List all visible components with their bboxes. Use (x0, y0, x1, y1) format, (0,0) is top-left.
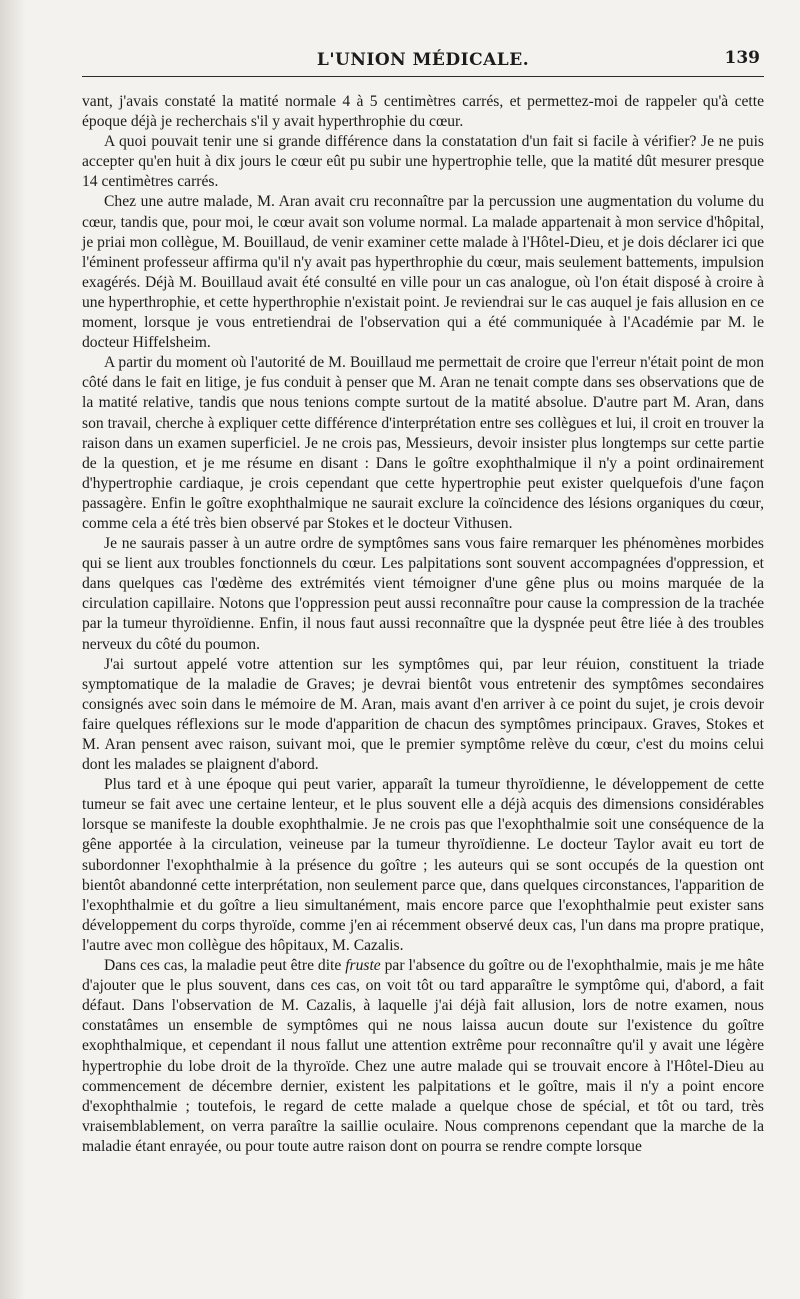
paragraph-2: A quoi pouvait tenir une si grande différence dans la constatation d'un fait si facile à vérifier? Je ne puis accepter qu'en huit à dix jours le cœur eût pu subir une hypertrophie telle, que la matité dût mesurer presque 14 centimètres carrés. (82, 133, 764, 191)
paragraph-1: vant, j'avais constaté la matité normale 4 à 5 centimètres carrés, et permettez-moi de rappeler qu'à cette époque déjà je recherchais s'il y avait hyperthrophie du cœur. (82, 93, 764, 131)
header-rule (82, 76, 764, 77)
page-number: 139 (724, 48, 760, 68)
paragraph-4: A partir du moment où l'autorité de M. Bouillaud me permettait de croire que l'erreur n'était point de mon côté dans le fait en litige, je fus conduit à penser que M. Aran ne tenait compte dans ses observations que de la matité relative, tandis que nous tenions compte surtout de la matité absolue. D'autre part M. Aran, dans son travail, cherche à expliquer cette différence d'interprétation entre ses collègues et lui, il croit en trouver la raison dans un examen superficiel. Je ne crois pas, Messieurs, devoir insister plus longtemps sur cette partie de la question, et je me résume en disant : Dans le goître exophthalmique il n'y a point ordinairement d'hypertrophie cardiaque, je crois cependant que cette hypertrophie peut exister quelquefois d'une façon passagère. Enfin le goître exophthalmique ne saurait exclure la coïncidence des lésions organiques du cœur, comme cela a été très bien observé par Stokes et le docteur Vithusen. (82, 354, 764, 532)
paragraph-7: Plus tard et à une époque qui peut varier, apparaît la tumeur thyroïdienne, le développement de cette tumeur se fait avec une certaine lenteur, et le plus souvent elle a déjà acquis des dimensions considérables lorsque se manifeste la double exophthalmie. Je ne crois pas que l'exophthalmie soit une conséquence de la gêne apportée à la circulation, veineuse par la tumeur thyroïdienne. Le docteur Taylor avait eu tort de subordonner l'exophthalmie à la présence du goître ; les auteurs qui se sont occupés de la question ont bientôt abandonné cette interprétation, non seulement parce que, dans quelques circonstances, l'apparition de l'exophthalmie et du goître a lieu simultanément, mais encore parce que l'exophthalmie peut exister sans développement du corps thyroïde, comme j'en ai récemment observé deux cas, l'un dans ma propre pratique, l'autre avec mon collègue des hôpitaux, M. Cazalis. (82, 776, 764, 954)
paragraph-6: J'ai surtout appelé votre attention sur les symptômes qui, par leur réuion, constituent la triade symptomatique de la maladie de Graves; je devrai bientôt vous entretenir des symptômes secondaires consignés avec soin dans le mémoire de M. Aran, mais avant d'en arriver à ce point du sujet, je crois devoir faire quelques réflexions sur le mode d'apparition de chacun des symptômes principaux. Graves, Stokes et M. Aran pensent avec raison, suivant moi, que le premier symptôme relève du cœur, c'est du moins celui dont les malades se plaignent d'abord. (82, 655, 764, 774)
paragraph-3: Chez une autre malade, M. Aran avait cru reconnaître par la percussion une augmentation du volume du cœur, tandis que, pour moi, le cœur avait son volume normal. La malade appartenait à mon service d'hôpital, je priai mon collègue, M. Bouillaud, de venir examiner cette malade à l'Hôtel-Dieu, et je dois déclarer ici que l'éminent professeur affirma qu'il n'y avait pas hyperthrophie du cœur, mais seulement battements, impulsion exagérés. Déjà M. Bouillaud avait été consulté en ville pour un cas analogue, où l'on était disposé à croire à une hyperthrophie, et cette hyperthrophie n'existait point. Je reviendrai sur le cas auquel je fais allusion en ce moment, lorsque je vous entretiendrai de l'observation qui a été communiquée à l'Académie par M. le docteur Hiffelsheim. (82, 193, 764, 352)
paragraph-8-start: Dans ces cas, la maladie peut être dite (104, 957, 346, 975)
page-header (82, 44, 764, 80)
paragraph-8 (82, 956, 764, 1157)
page-edge-shadow (0, 0, 26, 1299)
paragraph-5: Je ne saurais passer à un autre ordre de symptômes sans vous faire remarquer les phénomènes morbides qui se lient aux troubles fonctionnels du cœur. Les palpitations sont souvent accompagnées d'oppression, et dans quelques cas l'œdème des extrémités vient témoigner d'une gêne plus ou moins marquée de la circulation capillaire. Notons que l'oppression peut aussi reconnaître pour cause la compression de la trachée par la tumeur thyroïdienne. Enfin, il nous faut aussi reconnaître que la dyspnée peut être liée à des troubles nerveux du côté du poumon. (82, 535, 764, 653)
italic-term-fruste: fruste (345, 957, 381, 975)
running-title: L'UNION MÉDICALE. (316, 50, 530, 70)
body-text (82, 92, 764, 1157)
paragraph-8-rest: par l'absence du goître ou de l'exophthalmie, mais je me hâte d'ajouter que le plus souvent, dans ces cas, on voit tôt ou tard apparaître le symptôme qui, d'abord, a fait défaut. Dans l'observation de M. Cazalis, à laquelle j'ai déjà fait allusion, lors de notre examen, nous constatâmes un ensemble de symptômes qui ne nous laissa aucun doute sur l'existence du goître exophthalmique, et cependant il nous fallut une attention extrême pour reconnaître qu'il y avait une légère hypertrophie du lobe droit de la thyroïde. Chez une autre malade qui se trouvait encore à l'Hôtel-Dieu au commencement de décembre dernier, existent les palpitations et le goître, mais il n'y a point encore d'exophthalmie ; toutefois, le regard de cette malade a quelque chose de spécial, et tôt ou tard, très vraisemblablement, on verra paraître la saillie oculaire. Nous comprenons cependant que la marche de la maladie étant enrayée, ou pour toute autre raison dont on pourra se rendre compte lorsque (82, 957, 764, 1155)
